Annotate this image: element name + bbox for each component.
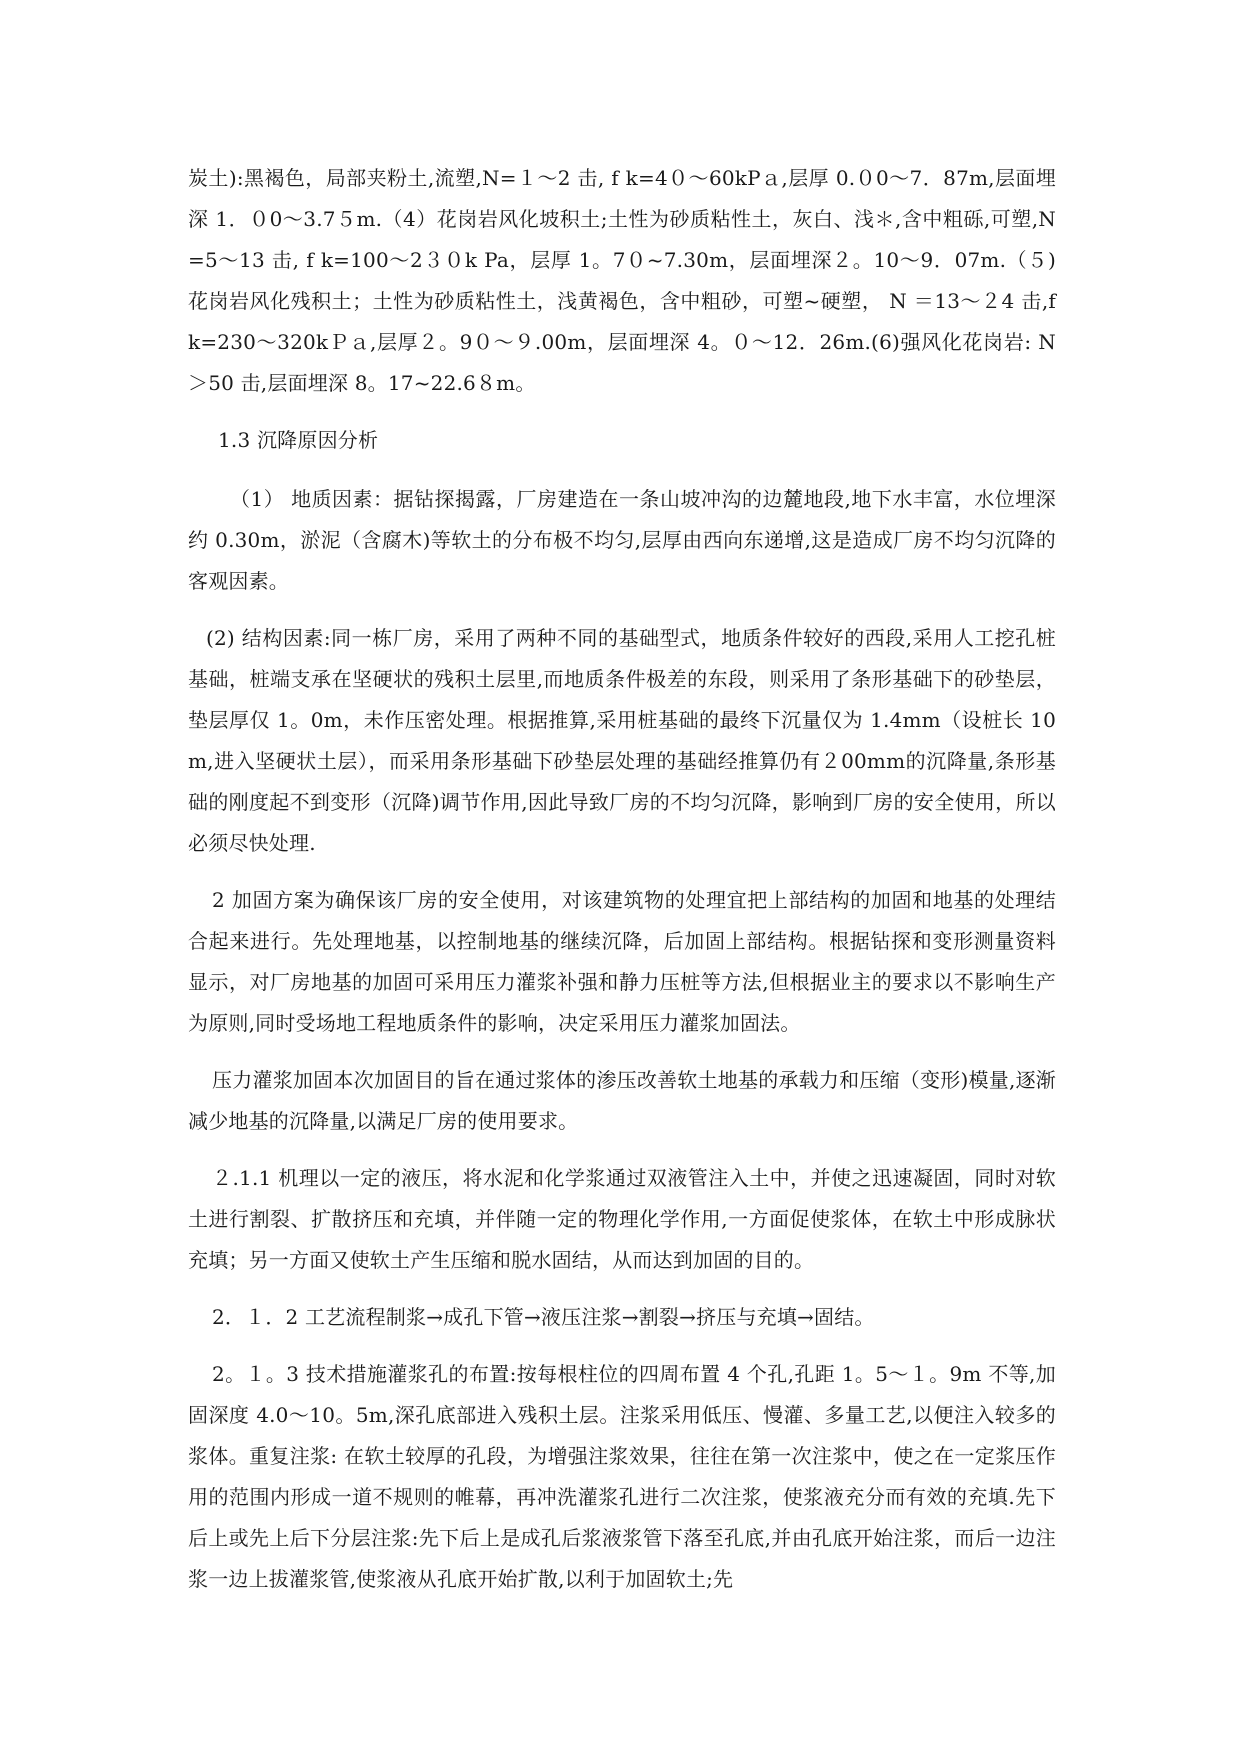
paragraph-reinforcement-plan: 2 加固方案为确保该厂房的安全使用，对该建筑物的处理宜把上部结构的加固和地基的处理结合起来进行。先处理地基，以控制地基的继续沉降，后加固上部结构。根据钻探和变形测量资料显示，对厂房地基的加固可采用压力灌浆补强和静力压桩等方法,但根据业主的要求以不影响生产为原则,同时受场地工程地质条件的影响，决定采用压力灌浆加固法。 (188, 888, 1056, 1035)
document-body (188, 158, 1056, 1616)
paragraph-process-flow: 2．１．2 工艺流程制浆→成孔下管→液压注浆→割裂→挤压与充填→固结。 (212, 1305, 875, 1329)
paragraph-technical-measures: 2。１。3 技术措施灌浆孔的布置:按每根柱位的四周布置 4 个孔,孔距 1。5～１。9m 不等,加固深度 4.0～10。5m,深孔底部进入残积土层。注浆采用低压、慢灌、多量工艺,以便注入较多的浆体。重复注浆: 在软土较厚的孔段，为增强注浆效果，往往在第一次注浆中，使之在一定浆压作用的范围内形成一道不规则的帷幕，再冲洗灌浆孔进行二次注浆，使浆液充分而有效的充填.先下后上或先上后下分层注浆:先下后上是成孔后浆液浆管下落至孔底,并由孔底开始注浆，而后一边注浆一边上拔灌浆管,使浆液从孔底开始扩散,以利于加固软土;先 (188, 1362, 1056, 1591)
paragraph-structural-factors: (2) 结构因素:同一栋厂房，采用了两种不同的基础型式，地质条件较好的西段,采用人工挖孔桩基础，桩端支承在坚硬状的残积土层里,而地质条件极差的东段，则采用了条形基础下的砂垫层，垫层厚仅 1。0m，未作压密处理。根据推算,采用桩基础的最终下沉量仅为 1.4mm（设桩长 10m,进入坚硬状土层），而采用条形基础下砂垫层处理的基础经推算仍有２00mm的沉降量,条形基础的刚度起不到变形（沉降)调节作用,因此导致厂房的不均匀沉降，影响到厂房的安全使用，所以必须尽快处理. (188, 626, 1056, 855)
paragraph-pressure-grouting: 压力灌浆加固本次加固目的旨在通过浆体的渗压改善软土地基的承载力和压缩（变形)模量,逐渐减少地基的沉降量,以满足厂房的使用要求。 (188, 1068, 1056, 1133)
section-heading-settlement-analysis: 1.3 沉降原因分析 (218, 428, 379, 452)
paragraph-soil-layers: 炭土):黑褐色，局部夹粉土,流塑,N=１～2 击, f k=4０～60kPａ,层厚 0.０0～7．87m,层面埋深 1．０0～3.7５m.（4）花岗岩风化坡积土;土性为砂质粘性土，灰白、浅＊,含中粗砾,可塑,N=5～13 击, f k=100～2３０k Pa，层厚 1。7０~7.30m，层面埋深２。10～9．07m.（５)花岗岩风化残积土；土性为砂质粘性土，浅黄褐色，含中粗砂，可塑~硬塑， N ＝13～２4 击,f k=230～320kＰａ,层厚２。9０～９.00m，层面埋深 4。０～12．26m.(6)强风化花岗岩: N＞50 击,层面埋深 8。17~22.6８m。 (188, 166, 1056, 395)
paragraph-mechanism: ２.1.1 机理以一定的液压，将水泥和化学浆通过双液管注入土中，并使之迅速凝固，同时对软土进行割裂、扩散挤压和充填，并伴随一定的物理化学作用,一方面促使浆体，在软土中形成脉状充填；另一方面又使软土产生压缩和脱水固结，从而达到加固的目的。 (188, 1166, 1056, 1272)
paragraph-geological-factors: （1） 地质因素：据钻探揭露，厂房建造在一条山坡冲沟的边麓地段,地下水丰富，水位埋深约 0.30m，淤泥（含腐木)等软土的分布极不均匀,层厚由西向东递增,这是造成厂房不均匀沉降的客观因素。 (188, 487, 1056, 593)
